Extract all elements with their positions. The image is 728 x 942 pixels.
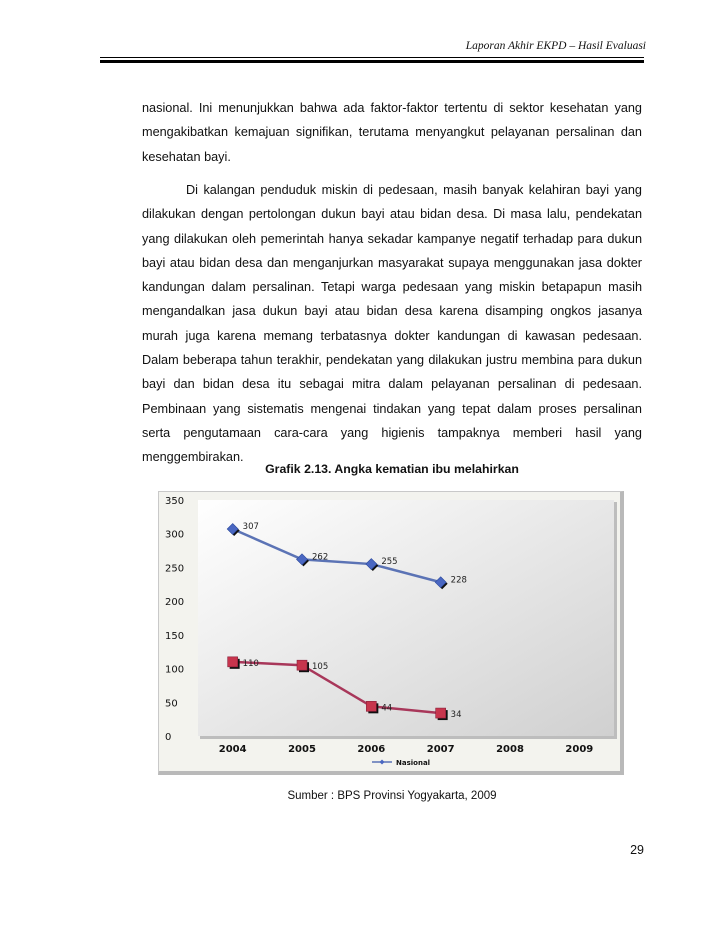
data-point	[228, 657, 238, 667]
data-label: 255	[381, 557, 398, 568]
line-chart	[159, 492, 620, 771]
figure-source: Sumber : BPS Provinsi Yogyakarta, 2009	[287, 790, 497, 802]
paragraph-1: nasional. Ini menunjukkan bahwa ada faktor-faktor tertentu di sektor kesehatan yang mengakibatkan kemajuan signifikan, terutama menyangkut pelayanan persalinan dan kesehatan bayi.	[142, 101, 642, 164]
y-tick-label: 250	[165, 563, 185, 575]
legend-swatch-marker	[380, 760, 385, 765]
legend-label: Nasional	[396, 759, 431, 767]
data-label: 110	[242, 658, 259, 669]
y-tick-label: 200	[165, 597, 185, 609]
data-label: 44	[381, 703, 393, 714]
data-point	[436, 708, 446, 718]
data-label: 34	[450, 710, 462, 721]
plot-area	[198, 500, 614, 736]
x-tick-label: 2006	[357, 744, 386, 755]
header-rule-thick	[100, 60, 644, 63]
chart-frame	[158, 491, 624, 775]
y-tick-label: 50	[165, 698, 178, 710]
header-rule-thin	[100, 57, 644, 58]
data-label: 228	[450, 575, 467, 586]
x-tick-label: 2009	[565, 744, 594, 755]
x-tick-label: 2005	[288, 744, 316, 755]
data-point	[297, 660, 307, 670]
data-point	[366, 701, 376, 711]
x-tick-label: 2007	[426, 744, 455, 755]
data-label: 262	[312, 552, 329, 563]
figure-caption: Grafik 2.13. Angka kematian ibu melahirkan	[265, 462, 519, 476]
data-label: 307	[242, 521, 259, 532]
x-tick-label: 2008	[496, 744, 524, 755]
paragraph-2: Di kalangan penduduk miskin di pedesaan, masih banyak kelahiran bayi yang dilakukan dengan pertolongan dukun bayi atau bidan desa. Di masa lalu, pendekatan yang dilakukan oleh pemerintah hanya sekadar kampanye negatif terhadap para dukun bayi atau bidan desa dan menganjurkan masyarakat supaya menggunakan jasa dokter kandungan dalam persalinan. Tetapi warga pedesaan yang miskin betapapun masih mengandalkan jasa dukun bayi atau bidan desa karena disamping ongkos jasanya murah juga karena memang terbatasnya dokter kandungan di kawasan pedesaan. Dalam beberapa tahun terakhir, pendekatan yang dilakukan justru membina para dukun bayi dan bidan desa itu sebagai mitra dalam pelayanan persalinan di pedesaan. Pembinaan yang sistematis mengenai tindakan yang tepat dalam proses persalinan serta pengutamaan cara-cara yang higienis tampaknya memberi hasil yang menggembirakan.	[142, 183, 642, 465]
y-tick-label: 150	[165, 630, 185, 642]
y-tick-label: 0	[165, 732, 172, 743]
y-tick-label: 350	[165, 496, 185, 507]
plot-area-shadow-right	[614, 502, 617, 738]
x-tick-label: 2004	[218, 744, 247, 755]
page-number: 29	[630, 843, 644, 857]
y-tick-label: 100	[165, 664, 185, 676]
plot-area-shadow-bottom	[200, 736, 617, 739]
data-label: 105	[312, 662, 329, 673]
y-tick-label: 300	[165, 529, 185, 541]
header-title: Laporan Akhir EKPD – Hasil Evaluasi	[465, 40, 646, 52]
